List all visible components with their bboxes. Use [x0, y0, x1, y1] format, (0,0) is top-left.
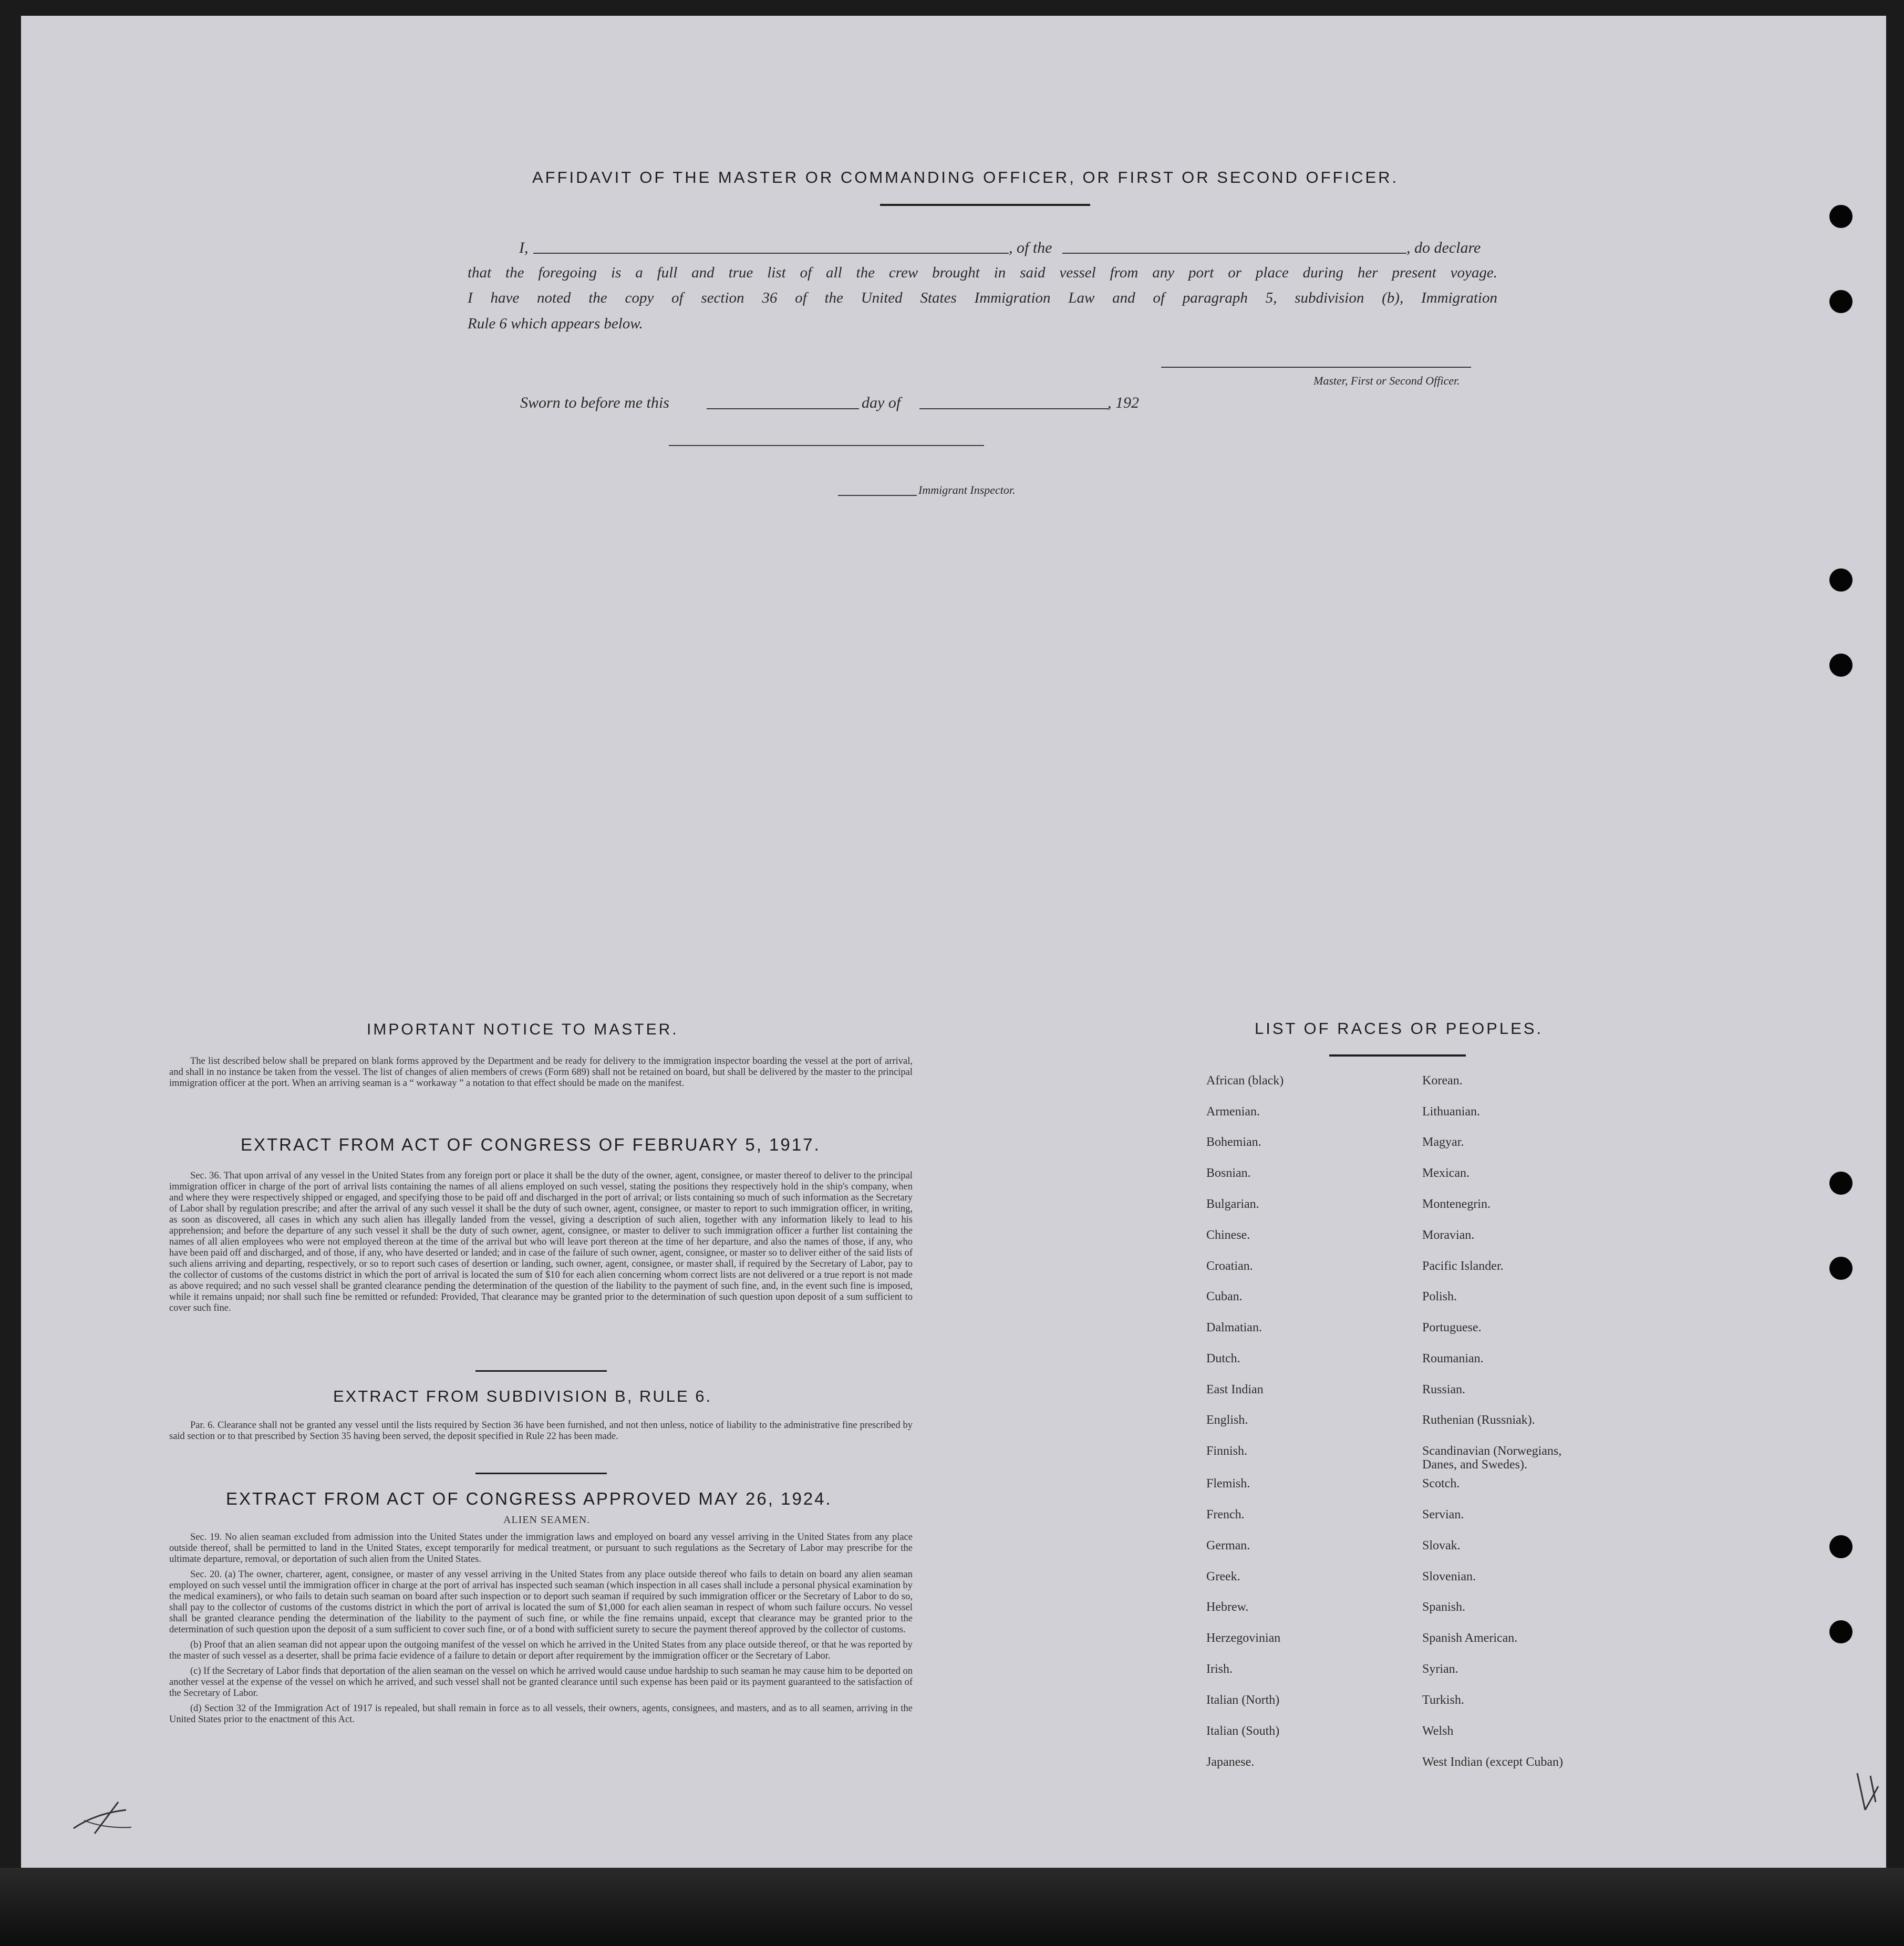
races-col1-item: English.	[1206, 1413, 1248, 1427]
handwritten-mark	[1849, 1765, 1886, 1818]
races-col2-item: Welsh	[1422, 1724, 1454, 1738]
extract-1924-text	[169, 1532, 913, 1730]
extract-1917-text	[169, 1171, 913, 1318]
races-col1-item: Italian (North)	[1206, 1693, 1280, 1707]
races-col2-item: Slovenian.	[1422, 1570, 1476, 1583]
sworn-month-blank	[919, 408, 1109, 409]
races-col2-item: Slovak.	[1422, 1539, 1461, 1552]
punch-hole	[1829, 568, 1853, 592]
races-col1-item: Bulgarian.	[1206, 1197, 1259, 1211]
master-signature-label: Master, First or Second Officer.	[1313, 374, 1460, 387]
races-col2-item: Polish.	[1422, 1290, 1457, 1303]
races-col2-item: Spanish American.	[1422, 1631, 1518, 1645]
title-rule	[880, 204, 1090, 206]
races-col1-item: Japanese.	[1206, 1755, 1255, 1769]
races-col1-item: Dalmatian.	[1206, 1321, 1262, 1334]
races-col1-item: Herzegovinian	[1206, 1631, 1281, 1645]
punch-hole	[1829, 654, 1853, 677]
races-col1-item: German.	[1206, 1539, 1250, 1552]
races-col1-item: Armenian.	[1206, 1105, 1260, 1119]
sec-20a-paragraph: Sec. 20. (a) The owner, charterer, agent, consignee, or master of any vessel arriving in the United States from any place outside thereof who fails to detain on board any alien seaman employed on such vessel until the immigration officer in charge at the port of arrival has inspected such seaman (which inspection in all cases shall include a personal physical examination by the medical examiners), or who fails to detain such seaman on board after such inspection or to deport such seaman if required by such immigration officer or the Secretary of Labor to do so, shall pay to the collector of customs of the customs district in which the port of arrival is located the sum of $1,000 for each alien seaman in respect of whom such failure occurs. No vessel shall be granted clearance pending the determination of the liability to the payment of such fine, or while the fine remains unpaid, except that clearance may be granted prior to the determination of such question upon the deposit of a sum sufficient to cover such fine, or of a bond with sufficient surety to secure the payment thereof approved by the collector of customs.	[169, 1569, 913, 1635]
races-col2-item: Moravian.	[1422, 1228, 1475, 1242]
punch-hole	[1829, 1257, 1853, 1280]
inspector-label: Immigrant Inspector.	[918, 483, 1016, 496]
section-rule	[475, 1473, 607, 1474]
races-col2-item: Montenegrin.	[1422, 1197, 1491, 1211]
races-col1-item: French.	[1206, 1508, 1245, 1521]
races-title: LIST OF RACES OR PEOPLES.	[1255, 1019, 1544, 1038]
affidavit-declare: , do declare	[1406, 239, 1481, 256]
sworn-day: day of	[862, 394, 901, 411]
races-col2-item: Mexican.	[1422, 1166, 1470, 1180]
races-col1-item: Hebrew.	[1206, 1600, 1249, 1614]
races-col1-item: Croatian.	[1206, 1259, 1253, 1273]
punch-hole	[1829, 205, 1853, 228]
extract-rule6-paragraph: Par. 6. Clearance shall not be granted any vessel until the lists required by Section 36 have been furnished, and not then unless, notice of liability to the administrative fine prescribed by said section or to that prescribed by Section 35 having been served, the deposit specified in Rule 22 has been made.	[169, 1420, 913, 1442]
races-col2-item: Ruthenian (Russniak).	[1422, 1413, 1535, 1427]
alien-seamen-subtitle: ALIEN SEAMEN.	[503, 1514, 591, 1526]
extract-1917-title: EXTRACT FROM ACT OF CONGRESS OF FEBRUARY 5, 1917.	[241, 1135, 821, 1154]
races-col1-item: Flemish.	[1206, 1477, 1250, 1490]
races-col1-item: Finnish.	[1206, 1444, 1248, 1458]
races-col1-item: East Indian	[1206, 1383, 1264, 1396]
affidavit-line3: I have noted the copy of section 36 of the United States Immigration Law and of paragraph 5, subdivision (b), Immigration	[468, 289, 1497, 306]
handwritten-mark	[68, 1797, 142, 1839]
races-col2-item: Syrian.	[1422, 1662, 1458, 1676]
races-col1-item: Cuban.	[1206, 1290, 1243, 1303]
punch-hole	[1829, 1620, 1853, 1643]
affidavit-line2: that the foregoing is a full and true list of all the crew brought in said vessel from any port or place during her present voyage.	[468, 264, 1497, 281]
sec-19-paragraph: Sec. 19. No alien seaman excluded from admission into the United States under the immigration laws and employed on board any vessel arriving in the United States from any place outside thereof, shall be permitted to land in the United States, except temporarily for medical treatment, or pursuant to such regulations as the Secretary of Labor may prescribe for the ultimate departure, removal, or deportation of such alien from the United States.	[169, 1532, 913, 1565]
notice-text	[169, 1056, 913, 1093]
races-col2-item: West Indian (except Cuban)	[1422, 1755, 1563, 1769]
extract-1917-paragraph: Sec. 36. That upon arrival of any vessel in the United States from any foreign port or place it shall be the duty of the owner, agent, consignee, or master thereof to deliver to the principal immigration officer in charge of the port of arrival lists containing the names of all aliens employed on such vessel, stating the positions they respectively hold in the ship's company, when and where they were respectively shipped or engaged, and specifying those to be paid off and discharged in the port of arrival; or lists containing so much of such information as the Secretary of Labor shall by regulation prescribe; and after the arrival of any such vessel it shall be the duty of such owner, agent, consignee, or master to report to such immigration officer, in writing, as soon as discovered, all cases in which any such alien has illegally landed from the vessel, giving a description of such alien, together with any information likely to lead to his apprehension; and before the departure of any such vessel it shall be the duty of such owner, agent, consignee, or master to deliver to such immigration officer a further list containing the names of all alien employees who were not employed thereon at the time of the arrival but who will leave port thereon at the time of her departure, and also the names of those, if any, who have been paid off and discharged, and of those, if any, who have deserted or landed; and in case of the failure of such owner, agent, consignee, or master so to deliver either of the said lists of such aliens arriving and departing, respectively, or so to report such cases of desertion or landing, such owner, agent, consignee, or master shall, if required by the Secretary of Labor, pay to the collector of customs of the customs district in which the port of arrival is located the sum of $10 for each alien concerning whom correct lists are not delivered or a true report is not made as above required; and no such vessel shall be granted clearance pending the determination of the question of the liability to the payment of such fine, and, in the event such fine is imposed, while it remains unpaid; nor shall such fine be remitted or refunded: Provided, That clearance may be granted prior to the determination of such question upon deposit of a sum sufficient to cover such fine.	[169, 1171, 913, 1313]
races-col2-item: Lithuanian.	[1422, 1105, 1480, 1119]
races-col2-item: Scotch.	[1422, 1477, 1460, 1490]
races-col1-item: Italian (South)	[1206, 1724, 1280, 1738]
races-col2-item: Turkish.	[1422, 1693, 1464, 1707]
sec-20b-paragraph: (b) Proof that an alien seaman did not appear upon the outgoing manifest of the vessel on which he arrived in the United States from any place outside thereof, or that he was reported by the master of such vessel as a deserter, shall be prima facie evidence of a failure to detain or deport after requirement by the immigration officer or the Secretary of Labor.	[169, 1640, 913, 1661]
extract-rule6-text	[169, 1420, 913, 1446]
affidavit-i: I,	[519, 239, 529, 256]
punch-hole	[1829, 1172, 1853, 1195]
affidavit-of-the: , of the	[1009, 239, 1052, 256]
sworn-year: , 192	[1108, 394, 1139, 411]
master-signature-line	[1161, 367, 1471, 368]
races-col2-item: Portuguese.	[1422, 1321, 1482, 1334]
vessel-blank	[1062, 253, 1406, 254]
scan-edge	[0, 1868, 1904, 1946]
races-col2-item: Roumanian.	[1422, 1352, 1484, 1365]
affidavit-title: AFFIDAVIT OF THE MASTER OR COMMANDING OFFICER, OR FIRST OR SECOND OFFICER.	[532, 168, 1399, 187]
races-col2-item: Russian.	[1422, 1383, 1466, 1396]
races-col2-item: Servian.	[1422, 1508, 1464, 1521]
races-col2-item: Korean.	[1422, 1074, 1463, 1088]
notice-paragraph: The list described below shall be prepared on blank forms approved by the Department and be ready for delivery to the immigration inspector boarding the vessel at the port of arrival, and shall in no instance be taken from the vessel. The list of changes of alien members of crews (Form 689) shall not be retained on board, but shall be delivered by the master to the principal immigration officer at the port. When an arriving seaman is a “ workaway ” a notation to that effect should be made on the manifest.	[169, 1056, 913, 1089]
section-rule	[475, 1370, 607, 1372]
races-col1-item: Bohemian.	[1206, 1135, 1261, 1149]
races-rule	[1329, 1054, 1466, 1057]
races-col1-item: African (black)	[1206, 1074, 1284, 1088]
races-col1-item: Irish.	[1206, 1662, 1233, 1676]
sec-20c-paragraph: (c) If the Secretary of Labor finds that deportation of the alien seaman on the vessel on which he arrived would cause undue hardship to such seaman he may cause him to be deported on another vessel at the expense of the vessel on which he arrived, and such vessel shall not be granted clearance until such expense has been paid or its payment guaranteed to the satisfaction of the Secretary of Labor.	[169, 1666, 913, 1699]
races-col2-item: Scandinavian (Norwegians, Danes, and Swedes).	[1422, 1444, 1562, 1472]
affidavit-line4: Rule 6 which appears below.	[468, 315, 643, 332]
inspector-blank	[669, 445, 984, 446]
name-blank	[533, 253, 1009, 254]
punch-hole	[1829, 290, 1853, 313]
notice-title: IMPORTANT NOTICE TO MASTER.	[367, 1021, 679, 1038]
sec-20d-paragraph: (d) Section 32 of the Immigration Act of 1917 is repealed, but shall remain in force as to all vessels, their owners, agents, consignees, and masters, and as to all seamen, arriving in the United States prior to the enactment of this Act.	[169, 1703, 913, 1725]
sworn-prefix: Sworn to before me this	[520, 394, 669, 411]
extract-rule6-title: EXTRACT FROM SUBDIVISION B, RULE 6.	[333, 1387, 712, 1405]
extract-1924-title: EXTRACT FROM ACT OF CONGRESS APPROVED MAY 26, 1924.	[226, 1489, 832, 1508]
races-col1-item: Chinese.	[1206, 1228, 1250, 1242]
races-col1-item: Greek.	[1206, 1570, 1240, 1583]
races-col2-item: Magyar.	[1422, 1135, 1464, 1149]
sworn-day-blank	[707, 408, 859, 409]
punch-hole	[1829, 1535, 1853, 1558]
races-col2-item: Pacific Islander.	[1422, 1259, 1504, 1273]
inspector-short-blank	[838, 495, 917, 496]
races-col1-item: Dutch.	[1206, 1352, 1240, 1365]
races-col1-item: Bosnian.	[1206, 1166, 1251, 1180]
races-col2-item: Spanish.	[1422, 1600, 1466, 1614]
